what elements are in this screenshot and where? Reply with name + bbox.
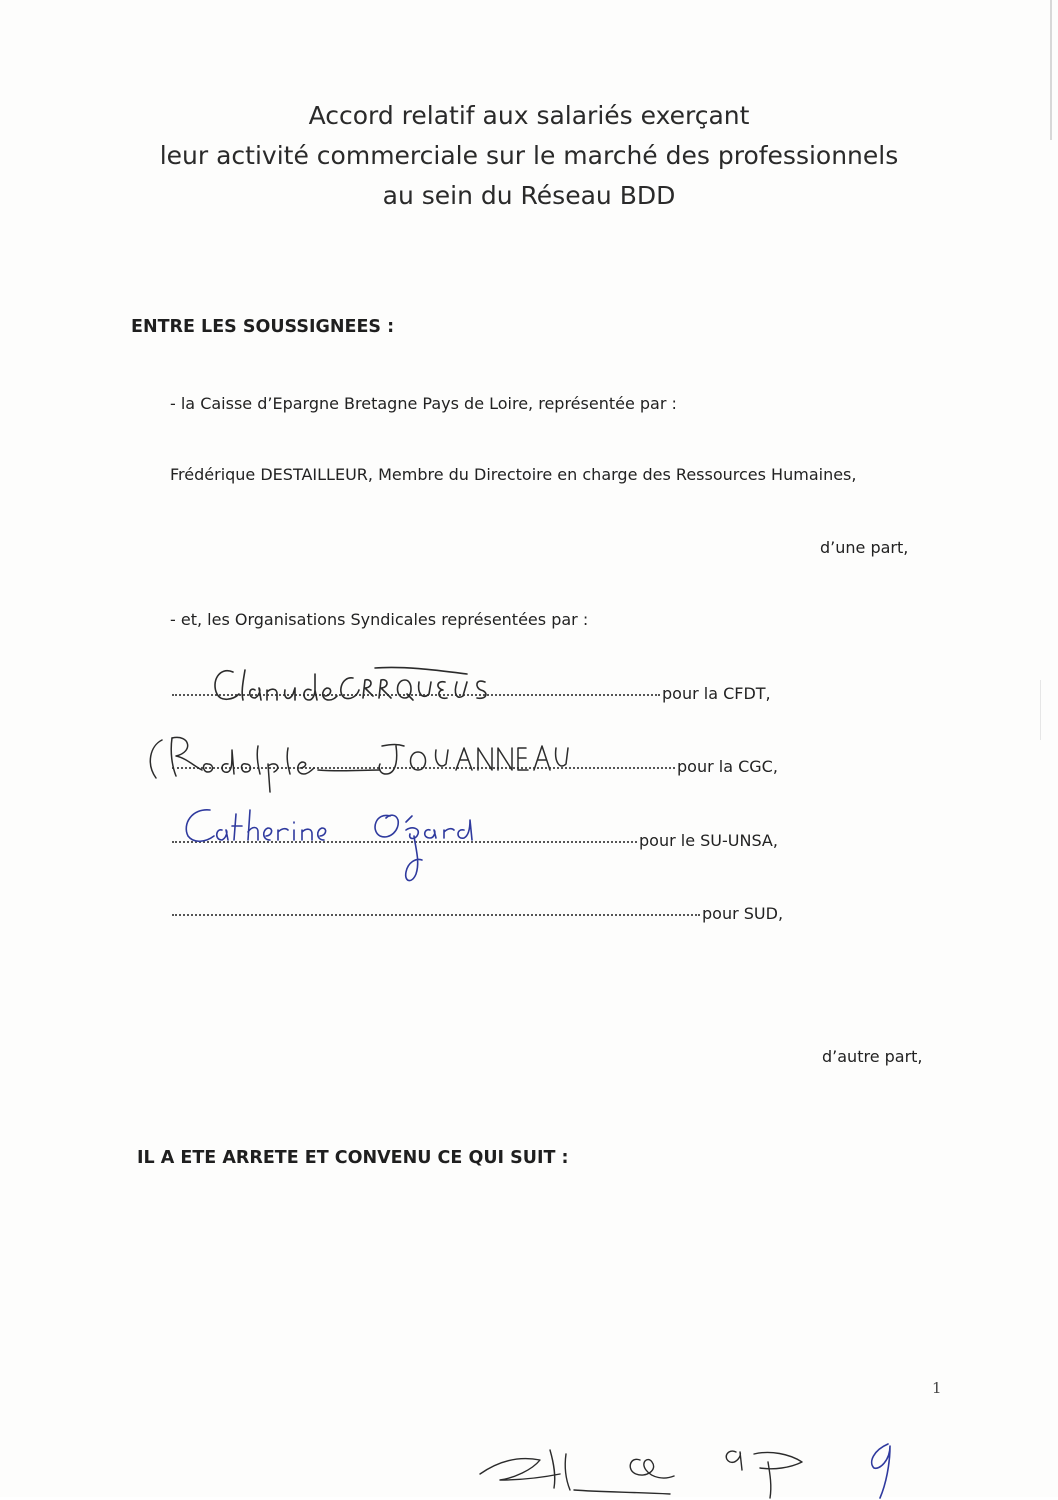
title-line-1: Accord relatif aux salariés exerçant [308,101,750,130]
signatory-line-sud [172,904,783,923]
signatory-line-cgc [172,757,778,776]
heading-between: ENTRE LES SOUSSIGNEES : [131,317,395,337]
heading-agreed: IL A ETE ARRETE ET CONVENU CE QUI SUIT : [137,1148,569,1168]
scan-edge-mark [1040,680,1041,740]
title-line-2: leur activité commerciale sur le marché des professionnels [159,141,899,170]
party1-intro: - la Caisse d’Epargne Bretagne Pays de Loire, représentée par : [170,394,677,413]
dotted-line [172,767,675,769]
page-number-footer: 1 [932,1379,942,1397]
signatory-label: pour la CGC, [677,757,778,776]
dotted-line [172,694,660,696]
signatory-label: pour SUD, [702,904,784,923]
signatory-line-su-unsa [172,831,778,850]
party1-representative: Frédérique DESTAILLEUR, Membre du Directoire en charge des Ressources Humaines, [170,465,857,484]
dotted-line [172,841,637,843]
dotted-line [172,914,700,916]
scan-edge-mark [1050,0,1052,140]
signatory-label: pour le SU-UNSA, [639,831,778,850]
footer-initials [470,1440,910,1500]
signatory-label: pour la CFDT, [662,684,771,703]
party2-suffix: d’autre part, [822,1047,923,1066]
party1-suffix: d’une part, [820,538,909,557]
signatory-line-cfdt [172,684,771,703]
title-line-3: au sein du Réseau BDD [382,181,676,210]
party2-intro: - et, les Organisations Syndicales représentées par : [170,610,589,629]
document-title [0,96,1058,216]
